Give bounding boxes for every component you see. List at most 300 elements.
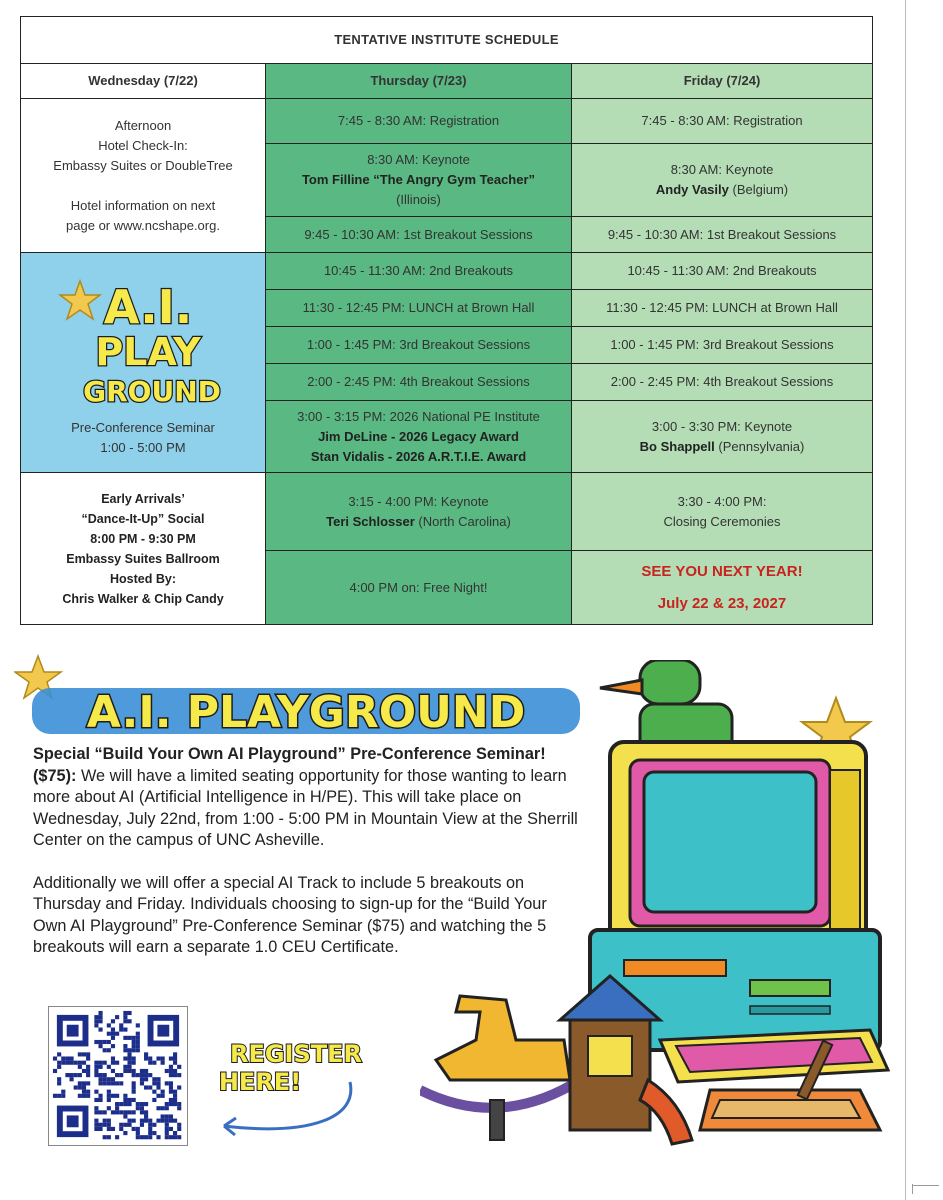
qr-module <box>103 1040 107 1044</box>
star-icon <box>60 281 100 319</box>
qr-module <box>136 1073 140 1077</box>
thu-breakout-2: 10:45 - 11:30 AM: 2nd Breakouts <box>266 253 572 290</box>
qr-module <box>177 1135 181 1139</box>
qr-module <box>127 1048 131 1052</box>
award-artie: Stan Vidalis - 2026 A.R.T.I.E. Award <box>310 448 527 464</box>
qr-module <box>107 1077 111 1081</box>
qr-module <box>123 1098 127 1102</box>
social-time: 8:00 PM - 9:30 PM <box>90 531 196 546</box>
thu-registration: 7:45 - 8:30 AM: Registration <box>266 99 572 144</box>
qr-module <box>127 1102 131 1106</box>
qr-module <box>177 1127 181 1131</box>
qr-module <box>140 1119 144 1123</box>
qr-module <box>123 1028 127 1032</box>
qr-module <box>127 1052 131 1056</box>
register-line-2: HERE! <box>218 1068 302 1096</box>
qr-module <box>103 1110 107 1114</box>
qr-module <box>173 1052 177 1056</box>
qr-module <box>161 1119 165 1123</box>
qr-module <box>78 1085 82 1089</box>
keynote-time: 3:00 - 3:30 PM: Keynote <box>651 418 793 434</box>
logo-line-1: A.I. <box>103 280 193 334</box>
seminar-intro-text: We will have a limited seating opportunity for those wanting to learn more about AI (Artificial Intelligence in H/PE). This will take place on Wednesday, July 22nd, from 1:00 - 5:00 PM in Mountain View at the Sherrill Center on the campus of UNC Asheville. <box>33 766 578 849</box>
qr-module <box>144 1052 148 1056</box>
fri-keynote <box>572 144 873 217</box>
checkin-text: Embassy Suites or DoubleTree <box>53 157 233 173</box>
qr-module <box>132 1119 136 1123</box>
qr-module <box>161 1094 165 1098</box>
qr-module <box>165 1131 169 1135</box>
qr-module <box>119 1081 123 1085</box>
qr-module <box>132 1085 136 1089</box>
qr-module <box>123 1011 127 1015</box>
qr-module <box>98 1077 102 1081</box>
qr-module <box>161 1056 165 1060</box>
qr-module <box>161 1106 165 1110</box>
qr-module <box>107 1090 111 1094</box>
qr-module <box>169 1069 173 1073</box>
qr-module <box>107 1106 111 1110</box>
qr-module <box>127 1098 131 1102</box>
schedule-title: TENTATIVE INSTITUTE SCHEDULE <box>21 17 873 64</box>
qr-module <box>70 1061 74 1065</box>
qr-module <box>98 1028 102 1032</box>
qr-module <box>65 1073 69 1077</box>
qr-module <box>103 1048 107 1052</box>
qr-module <box>103 1073 107 1077</box>
qr-module <box>53 1056 57 1060</box>
schedule-table <box>20 16 873 625</box>
qr-module <box>140 1069 144 1073</box>
qr-module <box>103 1077 107 1081</box>
qr-module <box>119 1023 123 1027</box>
fri-lunch: 11:30 - 12:45 PM: LUNCH at Brown Hall <box>572 290 873 327</box>
qr-module <box>111 1110 115 1114</box>
qr-module <box>57 1061 61 1065</box>
preconference-seminar-cell <box>21 253 266 473</box>
qr-module <box>78 1061 82 1065</box>
qr-module <box>165 1102 169 1106</box>
qr-module <box>61 1061 65 1065</box>
computer-monitor-icon <box>610 742 866 952</box>
qr-module <box>94 1065 98 1069</box>
keynote-speaker: Bo Shappell <box>639 438 715 454</box>
qr-module <box>86 1073 90 1077</box>
logo-line-3: GROUND <box>83 375 221 408</box>
qr-module <box>103 1123 107 1127</box>
qr-module <box>94 1119 98 1123</box>
qr-module <box>86 1052 90 1056</box>
qr-module <box>161 1090 165 1094</box>
header-friday: Friday (7/24) <box>572 64 873 99</box>
qr-module <box>111 1032 115 1036</box>
qr-module <box>144 1110 148 1114</box>
qr-module <box>78 1073 82 1077</box>
corner-mark <box>912 1184 913 1194</box>
qr-module <box>132 1040 136 1044</box>
fri-registration: 7:45 - 8:30 AM: Registration <box>572 99 873 144</box>
qr-module <box>132 1090 136 1094</box>
qr-module <box>140 1110 144 1114</box>
corner-mark <box>913 1185 939 1186</box>
qr-module <box>111 1044 115 1048</box>
registration-qr-code[interactable] <box>48 1006 188 1146</box>
qr-module <box>136 1032 140 1036</box>
qr-module <box>156 1135 160 1139</box>
next-year-dates: July 22 & 23, 2027 <box>657 594 787 612</box>
qr-module <box>70 1056 74 1060</box>
qr-module <box>127 1011 131 1015</box>
qr-module <box>94 1023 98 1027</box>
ai-track-text: Additionally we will offer a special AI Track to include 5 breakouts on Thursday and Friday. Individuals choosing to sign-up for the “Build Your Own AI Playground” Pre-Conference Seminar ($75) and watching the 5 breakouts will earn a separate 1.0 CEU Certificate. <box>33 873 547 956</box>
qr-module <box>169 1056 173 1060</box>
qr-module <box>115 1102 119 1106</box>
qr-module <box>61 1056 65 1060</box>
qr-module <box>98 1110 102 1114</box>
qr-module <box>107 1123 111 1127</box>
qr-module <box>169 1073 173 1077</box>
qr-module <box>144 1077 148 1081</box>
qr-module <box>165 1114 169 1118</box>
qr-module <box>61 1094 65 1098</box>
qr-module <box>111 1081 115 1085</box>
keynote-time: 3:15 - 4:00 PM: Keynote <box>348 493 489 509</box>
qr-module <box>98 1127 102 1131</box>
qr-module <box>148 1119 152 1123</box>
keyboard-icon <box>660 1030 888 1082</box>
thu-breakout-3: 1:00 - 1:45 PM: 3rd Breakout Sessions <box>266 327 572 364</box>
qr-module <box>119 1123 123 1127</box>
qr-module <box>177 1073 181 1077</box>
thu-breakout-4: 2:00 - 2:45 PM: 4th Breakout Sessions <box>266 364 572 401</box>
qr-module <box>111 1061 115 1065</box>
thu-institute-awards <box>266 401 572 473</box>
qr-module <box>111 1056 115 1060</box>
qr-module <box>123 1048 127 1052</box>
qr-module <box>53 1069 57 1073</box>
qr-module <box>148 1056 152 1060</box>
institute-text: 3:00 - 3:15 PM: 2026 National PE Institute <box>297 408 540 424</box>
qr-module <box>127 1119 131 1123</box>
qr-module <box>98 1011 102 1015</box>
qr-module <box>115 1015 119 1019</box>
keynote-speaker: Teri Schlosser <box>326 513 415 529</box>
qr-module <box>107 1119 111 1123</box>
qr-module <box>123 1065 127 1069</box>
qr-module <box>127 1110 131 1114</box>
qr-module <box>123 1015 127 1019</box>
qr-module <box>98 1094 102 1098</box>
qr-module <box>169 1081 173 1085</box>
qr-module <box>144 1135 148 1139</box>
qr-module <box>136 1131 140 1135</box>
qr-module <box>144 1102 148 1106</box>
qr-module <box>123 1069 127 1073</box>
qr-module <box>173 1135 177 1139</box>
qr-module <box>169 1098 173 1102</box>
hotel-info: Hotel information on next <box>70 197 216 213</box>
qr-module <box>74 1085 78 1089</box>
keynote-state: (Illinois) <box>396 192 441 207</box>
qr-module <box>107 1127 111 1131</box>
qr-module <box>148 1085 152 1089</box>
qr-module <box>115 1073 119 1077</box>
qr-module <box>173 1061 177 1065</box>
keynote-time: 8:30 AM: Keynote <box>670 162 774 177</box>
qr-module <box>78 1065 82 1069</box>
qr-module <box>169 1065 173 1069</box>
qr-module <box>111 1019 115 1023</box>
qr-module <box>86 1081 90 1085</box>
qr-module <box>123 1036 127 1040</box>
qr-module <box>107 1065 111 1069</box>
qr-module <box>144 1119 148 1123</box>
qr-module <box>177 1085 181 1089</box>
qr-module <box>127 1065 131 1069</box>
qr-module <box>173 1131 177 1135</box>
social-hosts: Chris Walker & Chip Candy <box>62 591 224 606</box>
qr-module <box>132 1081 136 1085</box>
qr-module <box>107 1032 111 1036</box>
qr-module <box>123 1114 127 1118</box>
header-thursday: Thursday (7/23) <box>266 64 572 99</box>
qr-module <box>136 1106 140 1110</box>
qr-module <box>115 1106 119 1110</box>
qr-module <box>177 1065 181 1069</box>
qr-module <box>57 1052 61 1056</box>
qr-module <box>115 1135 119 1139</box>
qr-module <box>165 1135 169 1139</box>
keynote-speaker: Andy Vasily <box>655 182 729 197</box>
seminar-intro-bold: Special “Build Your Own AI Playground” Pre-Conference Seminar! ($75): <box>33 745 546 785</box>
qr-module <box>173 1073 177 1077</box>
thu-free-night: 4:00 PM on: Free Night! <box>266 551 572 625</box>
qr-module <box>136 1023 140 1027</box>
qr-module <box>107 1081 111 1085</box>
qr-module <box>119 1127 123 1131</box>
qr-module <box>127 1061 131 1065</box>
qr-module <box>136 1040 140 1044</box>
qr-module <box>103 1135 107 1139</box>
qr-module <box>140 1135 144 1139</box>
qr-module <box>132 1073 136 1077</box>
thu-keynote-2 <box>266 473 572 551</box>
qr-module <box>169 1114 173 1118</box>
qr-module <box>165 1106 169 1110</box>
award-legacy: Jim DeLine - 2026 Legacy Award <box>318 428 519 444</box>
qr-module <box>86 1056 90 1060</box>
fri-closing <box>572 473 873 551</box>
qr-module <box>165 1127 169 1131</box>
see-you-next-year: SEE YOU NEXT YEAR! <box>641 562 803 580</box>
header-wednesday: Wednesday (7/22) <box>21 64 266 99</box>
qr-module <box>98 1015 102 1019</box>
qr-module <box>156 1056 160 1060</box>
qr-module <box>177 1102 181 1106</box>
qr-module <box>156 1094 160 1098</box>
qr-module <box>169 1127 173 1131</box>
qr-module <box>148 1131 152 1135</box>
keynote-state: (North Carolina) <box>414 513 511 529</box>
qr-module <box>156 1081 160 1085</box>
qr-module <box>136 1044 140 1048</box>
qr-module <box>144 1085 148 1089</box>
qr-module <box>119 1028 123 1032</box>
qr-module <box>98 1065 102 1069</box>
keynote-state: (Pennsylvania) <box>714 438 805 454</box>
qr-module <box>107 1135 111 1139</box>
qr-module <box>169 1085 173 1089</box>
qr-module <box>148 1123 152 1127</box>
qr-module <box>57 1081 61 1085</box>
qr-module <box>111 1069 115 1073</box>
social-location: Embassy Suites Ballroom <box>66 551 220 566</box>
checkin-text: Hotel Check-In: <box>98 137 188 153</box>
qr-module <box>173 1056 177 1060</box>
qr-module <box>86 1065 90 1069</box>
qr-module <box>70 1073 74 1077</box>
fri-see-you <box>572 551 873 625</box>
retro-computer-playground-illustration <box>420 660 890 1160</box>
qr-module <box>132 1098 136 1102</box>
banner-logo-text: A.I. PLAYGROUND <box>86 687 526 738</box>
qr-module <box>94 1040 98 1044</box>
qr-module <box>57 1077 61 1081</box>
qr-module <box>140 1123 144 1127</box>
qr-module <box>152 1061 156 1065</box>
qr-module <box>148 1073 152 1077</box>
qr-module <box>148 1061 152 1065</box>
qr-module <box>123 1094 127 1098</box>
qr-module <box>165 1123 169 1127</box>
thu-keynote <box>266 144 572 217</box>
qr-module <box>173 1102 177 1106</box>
qr-module <box>94 1127 98 1131</box>
qr-module <box>61 1090 65 1094</box>
qr-module <box>98 1040 102 1044</box>
qr-module <box>78 1081 82 1085</box>
qr-module <box>132 1127 136 1131</box>
qr-module <box>148 1135 152 1139</box>
qr-module <box>132 1061 136 1065</box>
qr-module <box>132 1056 136 1060</box>
qr-module <box>98 1061 102 1065</box>
qr-module <box>173 1090 177 1094</box>
qr-module <box>82 1085 86 1089</box>
qr-module <box>57 1094 61 1098</box>
qr-module <box>165 1081 169 1085</box>
qr-module <box>136 1127 140 1131</box>
qr-module <box>115 1032 119 1036</box>
qr-module <box>94 1019 98 1023</box>
qr-module <box>94 1110 98 1114</box>
qr-module <box>123 1131 127 1135</box>
qr-module <box>173 1094 177 1098</box>
qr-module <box>152 1123 156 1127</box>
qr-module <box>103 1061 107 1065</box>
qr-module <box>115 1110 119 1114</box>
register-here-callout <box>210 1036 390 1146</box>
fri-breakout-4: 2:00 - 2:45 PM: 4th Breakout Sessions <box>572 364 873 401</box>
qr-module <box>82 1090 86 1094</box>
qr-module <box>74 1061 78 1065</box>
qr-module <box>144 1056 148 1060</box>
qr-module <box>57 1065 61 1069</box>
qr-module <box>132 1069 136 1073</box>
qr-module <box>148 1127 152 1131</box>
qr-module <box>127 1123 131 1127</box>
qr-module <box>82 1052 86 1056</box>
qr-module <box>144 1069 148 1073</box>
qr-module <box>78 1094 82 1098</box>
qr-module <box>111 1036 115 1040</box>
qr-module <box>169 1102 173 1106</box>
qr-module <box>98 1123 102 1127</box>
qr-module <box>169 1090 173 1094</box>
qr-module <box>140 1077 144 1081</box>
closing-label: Closing Ceremonies <box>663 513 781 529</box>
qr-module <box>132 1110 136 1114</box>
qr-module <box>156 1119 160 1123</box>
qr-module <box>115 1094 119 1098</box>
qr-module <box>156 1085 160 1089</box>
seminar-time: 1:00 - 5:00 PM <box>100 440 186 455</box>
qr-module <box>132 1048 136 1052</box>
qr-module <box>123 1123 127 1127</box>
qr-module <box>127 1036 131 1040</box>
thu-lunch: 11:30 - 12:45 PM: LUNCH at Brown Hall <box>266 290 572 327</box>
qr-module <box>144 1073 148 1077</box>
qr-module <box>177 1123 181 1127</box>
qr-module <box>152 1090 156 1094</box>
qr-module <box>107 1040 111 1044</box>
keynote-time: 8:30 AM: Keynote <box>367 152 470 167</box>
qr-module <box>156 1106 160 1110</box>
qr-module <box>140 1081 144 1085</box>
qr-module <box>111 1028 115 1032</box>
closing-time: 3:30 - 4:00 PM: <box>677 493 767 509</box>
qr-module <box>107 1098 111 1102</box>
keynote-speaker: Tom Filline “The Angry Gym Teacher” <box>301 172 536 187</box>
qr-module <box>98 1019 102 1023</box>
qr-module <box>65 1056 69 1060</box>
qr-module <box>107 1023 111 1027</box>
wednesday-social-cell <box>21 473 266 625</box>
qr-module <box>82 1061 86 1065</box>
qr-module <box>78 1052 82 1056</box>
qr-module <box>152 1077 156 1081</box>
qr-module <box>119 1102 123 1106</box>
thu-breakout-1: 9:45 - 10:30 AM: 1st Breakout Sessions <box>266 217 572 253</box>
qr-module <box>107 1094 111 1098</box>
qr-module <box>136 1048 140 1052</box>
qr-module <box>140 1073 144 1077</box>
qr-module <box>165 1119 169 1123</box>
qr-module <box>111 1077 115 1081</box>
qr-module <box>86 1090 90 1094</box>
qr-module <box>127 1019 131 1023</box>
checkin-text: Afternoon <box>114 117 172 133</box>
qr-module <box>119 1073 123 1077</box>
qr-module <box>140 1102 144 1106</box>
fri-breakout-3: 1:00 - 1:45 PM: 3rd Breakout Sessions <box>572 327 873 364</box>
qr-module <box>86 1069 90 1073</box>
qr-module <box>98 1081 102 1085</box>
rocking-horse-icon <box>420 996 580 1140</box>
logo-line-2: PLAY <box>95 330 201 374</box>
qr-module <box>103 1081 107 1085</box>
qr-module <box>98 1098 102 1102</box>
